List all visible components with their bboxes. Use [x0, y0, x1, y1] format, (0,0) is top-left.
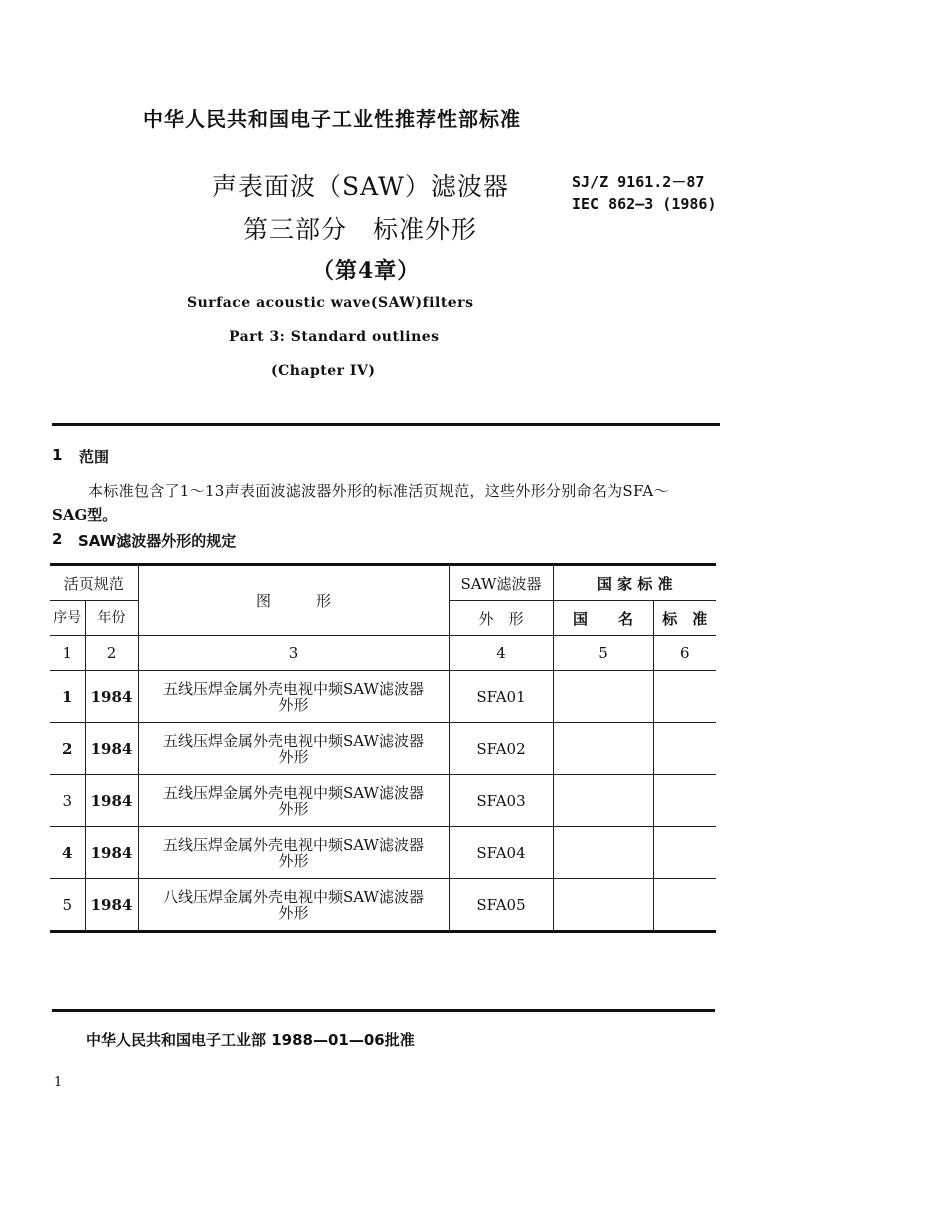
row-year: 1984	[85, 723, 138, 775]
row-standard	[653, 775, 716, 827]
row-standard	[653, 879, 716, 932]
row-description: 五线压焊金属外壳电视中频SAW滤波器 外形	[138, 827, 449, 879]
row-country	[553, 723, 653, 775]
row-seq: 2	[50, 723, 85, 775]
row-year: 1984	[85, 671, 138, 723]
header-country-name: 国 名	[553, 601, 653, 636]
title-en-line2: Part 3: Standard outlines	[229, 329, 440, 345]
standard-code-iec: IEC 862—3 (1986)	[572, 195, 717, 213]
standard-code-sj: SJ/Z 9161.2－87	[572, 173, 705, 191]
row-seq: 5	[50, 879, 85, 932]
row-year: 1984	[85, 879, 138, 932]
header-loose-leaf-spec: 活页规范	[50, 565, 138, 601]
row-description: 五线压焊金属外壳电视中频SAW滤波器 外形	[138, 775, 449, 827]
row-seq: 3	[50, 775, 85, 827]
header-seq-no: 序号	[50, 601, 85, 636]
header-saw-outline-top: SAW滤波器	[449, 565, 553, 601]
header-figure: 图 形	[138, 565, 449, 636]
column-number: 4	[449, 636, 553, 671]
section2-number: 2	[52, 530, 63, 548]
table-row	[50, 827, 716, 879]
column-number: 1	[50, 636, 85, 671]
row-outline: SFA02	[449, 723, 553, 775]
row-country	[553, 671, 653, 723]
column-number: 2	[85, 636, 138, 671]
section1-text-line2: SAG型。	[52, 506, 118, 524]
footer-divider	[52, 1009, 715, 1012]
row-year: 1984	[85, 827, 138, 879]
row-description: 五线压焊金属外壳电视中频SAW滤波器 外形	[138, 671, 449, 723]
row-country	[553, 775, 653, 827]
title-en-line3: (Chapter IV)	[271, 363, 376, 379]
section1-text-line1: 本标准包含了1～13声表面波滤波器外形的标准活页规范，这些外形分别命名为SFA～	[88, 482, 669, 500]
header-national-standard: 国 家 标 准	[553, 565, 716, 601]
title-cn-line1: 声表面波（SAW）滤波器	[212, 172, 509, 201]
table-row	[50, 723, 716, 775]
row-country	[553, 879, 653, 932]
section1-number: 1	[52, 446, 63, 464]
table-row	[50, 671, 716, 723]
page-number: 1	[54, 1075, 63, 1090]
row-outline: SFA01	[449, 671, 553, 723]
row-year: 1984	[85, 775, 138, 827]
header-standard: 标 准	[653, 601, 716, 636]
row-description: 五线压焊金属外壳电视中频SAW滤波器 外形	[138, 723, 449, 775]
header-divider	[52, 423, 720, 426]
table-row	[50, 775, 716, 827]
section1-title: 范围	[79, 448, 110, 466]
column-number: 3	[138, 636, 449, 671]
approval-note: 中华人民共和国电子工业部 1988—01—06批准	[86, 1031, 415, 1049]
title-cn-line2: 第三部分 标准外形	[243, 215, 478, 244]
row-standard	[653, 723, 716, 775]
column-number: 5	[553, 636, 653, 671]
header-year: 年份	[85, 601, 138, 636]
row-standard	[653, 671, 716, 723]
column-number: 6	[653, 636, 716, 671]
title-cn-line3: （第4章）	[312, 258, 421, 284]
section2-title: SAW滤波器外形的规定	[78, 532, 237, 550]
title-en-line1: Surface acoustic wave(SAW)filters	[187, 295, 474, 311]
row-seq: 4	[50, 827, 85, 879]
row-outline: SFA05	[449, 879, 553, 932]
outline-spec-table	[50, 563, 716, 933]
row-outline: SFA03	[449, 775, 553, 827]
header-saw-outline-bottom: 外 形	[449, 601, 553, 636]
row-standard	[653, 827, 716, 879]
issuing-organization: 中华人民共和国电子工业性推荐性部标准	[143, 107, 521, 131]
row-seq: 1	[50, 671, 85, 723]
table-row	[50, 879, 716, 932]
row-outline: SFA04	[449, 827, 553, 879]
row-description: 八线压焊金属外壳电视中频SAW滤波器 外形	[138, 879, 449, 932]
row-country	[553, 827, 653, 879]
